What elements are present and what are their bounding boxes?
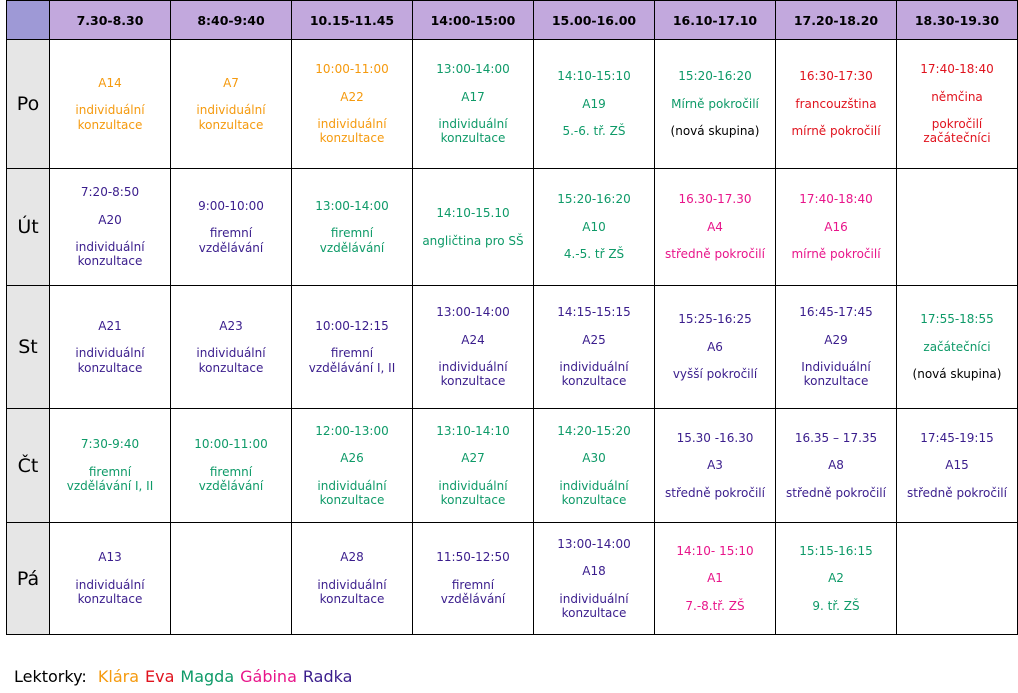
schedule-cell xyxy=(292,409,413,523)
schedule-cell xyxy=(171,523,292,635)
cell-line: vzdělávání xyxy=(198,240,264,255)
schedule-cell xyxy=(413,523,534,635)
cell-line: začátečníci xyxy=(923,339,991,354)
cell-line: 7:30-9:40 xyxy=(80,437,140,452)
cell-line: 7:20-8:50 xyxy=(80,185,140,200)
legend-label: Lektorky: xyxy=(14,667,87,686)
cell-line: A10 xyxy=(582,219,606,234)
cell-line: A28 xyxy=(340,550,364,565)
schedule-cell xyxy=(413,409,534,523)
cell-line: A16 xyxy=(824,219,848,234)
schedule-cell xyxy=(897,409,1018,523)
cell-line: individuální xyxy=(438,360,508,374)
cell-line: středně pokročilí xyxy=(786,485,886,500)
cell-line: A19 xyxy=(582,96,606,111)
cell-line: A22 xyxy=(340,89,364,104)
cell-line: A17 xyxy=(461,89,485,104)
cell-line: 14:20-15:20 xyxy=(557,423,631,438)
cell-line: konzultace xyxy=(440,131,506,146)
day-row xyxy=(7,40,1018,169)
legend-name: Magda xyxy=(180,667,235,686)
day-row xyxy=(7,169,1018,286)
cell-line: A8 xyxy=(828,458,844,473)
cell-line: A25 xyxy=(582,332,606,347)
cell-line: A1 xyxy=(707,571,723,586)
cell-line: A27 xyxy=(461,451,485,466)
cell-line: individuální xyxy=(438,117,508,131)
day-row xyxy=(7,523,1018,635)
cell-line: individuální xyxy=(559,360,629,374)
cell-line: středně pokročilí xyxy=(665,485,765,500)
cell-line: konzultace xyxy=(561,492,627,507)
cell-line: A30 xyxy=(582,451,606,466)
cell-line: konzultace xyxy=(561,374,627,389)
day-label: Út xyxy=(7,169,50,286)
header-row xyxy=(7,1,1018,40)
cell-line: individuální xyxy=(75,577,145,592)
schedule-cell xyxy=(776,40,897,169)
day-row xyxy=(7,286,1018,409)
cell-line: 15:20-16:20 xyxy=(678,69,752,84)
schedule-cell xyxy=(292,286,413,409)
schedule-cell xyxy=(897,40,1018,169)
cell-line: firemní xyxy=(330,346,374,361)
cell-line: A2 xyxy=(828,571,844,586)
schedule-cell xyxy=(655,40,776,169)
cell-line: vzdělávání xyxy=(198,479,264,494)
cell-line: Individuální xyxy=(801,360,871,374)
cell-line: A13 xyxy=(98,550,122,565)
cell-line: středně pokročilí xyxy=(665,247,765,262)
cell-line: 15:25-16:25 xyxy=(678,312,752,327)
schedule-cell xyxy=(776,169,897,286)
cell-line: začátečníci xyxy=(923,131,991,146)
cell-line: (nová skupina) xyxy=(670,124,760,139)
cell-line: individuální xyxy=(559,478,629,493)
cell-line: konzultace xyxy=(319,131,385,146)
cell-line: 13:00-14:00 xyxy=(436,305,510,320)
schedule-cell xyxy=(413,286,534,409)
cell-line: konzultace xyxy=(319,492,385,507)
schedule-cell xyxy=(655,169,776,286)
schedule-table xyxy=(6,0,1018,635)
schedule-cell xyxy=(50,169,171,286)
cell-line: A23 xyxy=(219,318,243,333)
cell-line: mírně pokročilí xyxy=(791,124,881,139)
schedule-cell xyxy=(292,523,413,635)
cell-line: (nová skupina) xyxy=(912,367,1002,382)
cell-line: 10:00-12:15 xyxy=(315,318,389,333)
schedule-cell xyxy=(534,286,655,409)
schedule-cell xyxy=(897,169,1018,286)
cell-line: vzdělávání I, II xyxy=(308,360,396,375)
cell-line: francouzština xyxy=(795,96,877,111)
cell-line: A7 xyxy=(223,75,239,90)
cell-line: konzultace xyxy=(77,360,143,375)
schedule-cell xyxy=(655,286,776,409)
cell-line: individuální xyxy=(317,478,387,493)
time-slot-header: 16.10-17.10 xyxy=(655,1,776,40)
schedule-cell xyxy=(534,409,655,523)
schedule-cell xyxy=(534,40,655,169)
cell-line: konzultace xyxy=(198,117,264,132)
schedule-cell xyxy=(171,409,292,523)
schedule-cell xyxy=(50,286,171,409)
cell-line: vzdělávání xyxy=(319,240,385,255)
schedule-cell xyxy=(292,40,413,169)
cell-line: konzultace xyxy=(198,360,264,375)
cell-line: 13:10-14:10 xyxy=(436,423,510,438)
cell-line: konzultace xyxy=(77,254,143,269)
cell-line: individuální xyxy=(196,103,266,118)
cell-line: 10:00-11:00 xyxy=(315,62,389,77)
cell-line: 12:00-13:00 xyxy=(315,423,389,438)
schedule-cell xyxy=(776,523,897,635)
cell-line: individuální xyxy=(317,117,387,131)
time-slot-header: 14:00-15:00 xyxy=(413,1,534,40)
cell-line: 15:20-16:20 xyxy=(557,192,631,207)
time-slot-header: 8:40-9:40 xyxy=(171,1,292,40)
cell-line: 14:15-15:15 xyxy=(557,305,631,320)
cell-line: firemní xyxy=(88,464,132,479)
schedule-cell xyxy=(171,40,292,169)
cell-line: 13:00-14:00 xyxy=(436,62,510,77)
cell-line: A3 xyxy=(707,458,723,473)
cell-line: 15.30 -16.30 xyxy=(676,430,754,445)
schedule-cell xyxy=(897,286,1018,409)
day-label: Pá xyxy=(7,523,50,635)
corner-cell xyxy=(7,1,50,40)
cell-line: 4.-5. tř ZŠ xyxy=(563,247,625,262)
cell-line: individuální xyxy=(75,346,145,361)
cell-line: individuální xyxy=(438,478,508,493)
schedule-cell xyxy=(171,286,292,409)
cell-line: A29 xyxy=(824,332,848,347)
schedule-cell xyxy=(50,409,171,523)
schedule-cell xyxy=(171,169,292,286)
time-slot-header: 17.20-18.20 xyxy=(776,1,897,40)
schedule-cell xyxy=(776,409,897,523)
cell-line: 13:00-14:00 xyxy=(315,198,389,213)
cell-line: individuální xyxy=(75,103,145,118)
cell-line: A24 xyxy=(461,332,485,347)
cell-line: firemní xyxy=(209,464,253,479)
cell-line: konzultace xyxy=(440,374,506,389)
cell-line: 14:10- 15:10 xyxy=(676,543,754,558)
day-label: Po xyxy=(7,40,50,169)
cell-line: individuální xyxy=(559,591,629,606)
cell-line: konzultace xyxy=(440,492,506,507)
cell-line: angličtina pro SŠ xyxy=(422,233,524,248)
day-row xyxy=(7,409,1018,523)
schedule-cell xyxy=(776,286,897,409)
cell-line: 17:40-18:40 xyxy=(920,62,994,77)
time-slot-header: 18.30-19.30 xyxy=(897,1,1018,40)
cell-line: 16:30-17:30 xyxy=(799,69,873,84)
schedule-cell xyxy=(413,40,534,169)
cell-line: 16.35 – 17.35 xyxy=(794,430,878,445)
schedule-cell xyxy=(534,169,655,286)
cell-line: vzdělávání xyxy=(440,592,506,607)
cell-line: konzultace xyxy=(803,374,869,389)
schedule-cell xyxy=(50,40,171,169)
legend-name: Radka xyxy=(302,667,353,686)
cell-line: konzultace xyxy=(561,605,627,620)
cell-line: A4 xyxy=(707,219,723,234)
cell-line: Mírně pokročilí xyxy=(671,96,759,111)
cell-line: mírně pokročilí xyxy=(791,247,881,262)
legend-name: Eva xyxy=(145,667,175,686)
legend xyxy=(14,667,352,686)
legend-name: Gábina xyxy=(240,667,297,686)
cell-line: 11:50-12:50 xyxy=(436,550,510,565)
cell-line: A18 xyxy=(582,564,606,579)
cell-line: konzultace xyxy=(319,592,385,607)
day-label: St xyxy=(7,286,50,409)
time-slot-header: 15.00-16.00 xyxy=(534,1,655,40)
cell-line: individuální xyxy=(196,346,266,361)
cell-line: konzultace xyxy=(77,117,143,132)
cell-line: firemní xyxy=(451,577,495,592)
cell-line: A20 xyxy=(98,212,122,227)
cell-line: 10:00-11:00 xyxy=(194,437,268,452)
cell-line: A15 xyxy=(945,458,969,473)
cell-line: 9. tř. ZŠ xyxy=(812,598,860,613)
time-slot-header: 7.30-8.30 xyxy=(50,1,171,40)
schedule-cell xyxy=(534,523,655,635)
cell-line: 7.-8.tř. ZŠ xyxy=(685,598,745,613)
cell-line: 17:55-18:55 xyxy=(920,312,994,327)
schedule-cell xyxy=(897,523,1018,635)
cell-line: 13:00-14:00 xyxy=(557,536,631,551)
schedule-cell xyxy=(655,409,776,523)
cell-line: 14:10-15:10 xyxy=(557,69,631,84)
cell-line: pokročilí xyxy=(931,117,983,131)
cell-line: 17:45-19:15 xyxy=(920,430,994,445)
cell-line: A21 xyxy=(98,318,122,333)
cell-line: firemní xyxy=(209,226,253,241)
cell-line: 9:00-10:00 xyxy=(198,198,264,213)
cell-line: 15:15-16:15 xyxy=(799,543,873,558)
cell-line: individuální xyxy=(317,577,387,592)
cell-line: 5.-6. tř. ZŠ xyxy=(562,124,626,139)
day-label: Čt xyxy=(7,409,50,523)
cell-line: firemní xyxy=(330,226,374,241)
cell-line: A6 xyxy=(707,339,723,354)
schedule-cell xyxy=(413,169,534,286)
schedule-cell xyxy=(292,169,413,286)
legend-name: Klára xyxy=(97,667,139,686)
cell-line: A26 xyxy=(340,451,364,466)
cell-line: individuální xyxy=(75,240,145,254)
cell-line: konzultace xyxy=(77,592,143,607)
cell-line: 16:45-17:45 xyxy=(799,305,873,320)
cell-line: 17:40-18:40 xyxy=(799,192,873,207)
time-slot-header: 10.15-11.45 xyxy=(292,1,413,40)
schedule-cell xyxy=(50,523,171,635)
cell-line: 14:10-15.10 xyxy=(436,206,510,221)
cell-line: němčina xyxy=(931,89,983,104)
cell-line: vzdělávání I, II xyxy=(66,479,154,494)
cell-line: vyšší pokročilí xyxy=(672,367,758,382)
cell-line: středně pokročilí xyxy=(907,485,1007,500)
cell-line: 16.30-17.30 xyxy=(678,192,752,207)
cell-line: A14 xyxy=(98,75,122,90)
schedule-cell xyxy=(655,523,776,635)
